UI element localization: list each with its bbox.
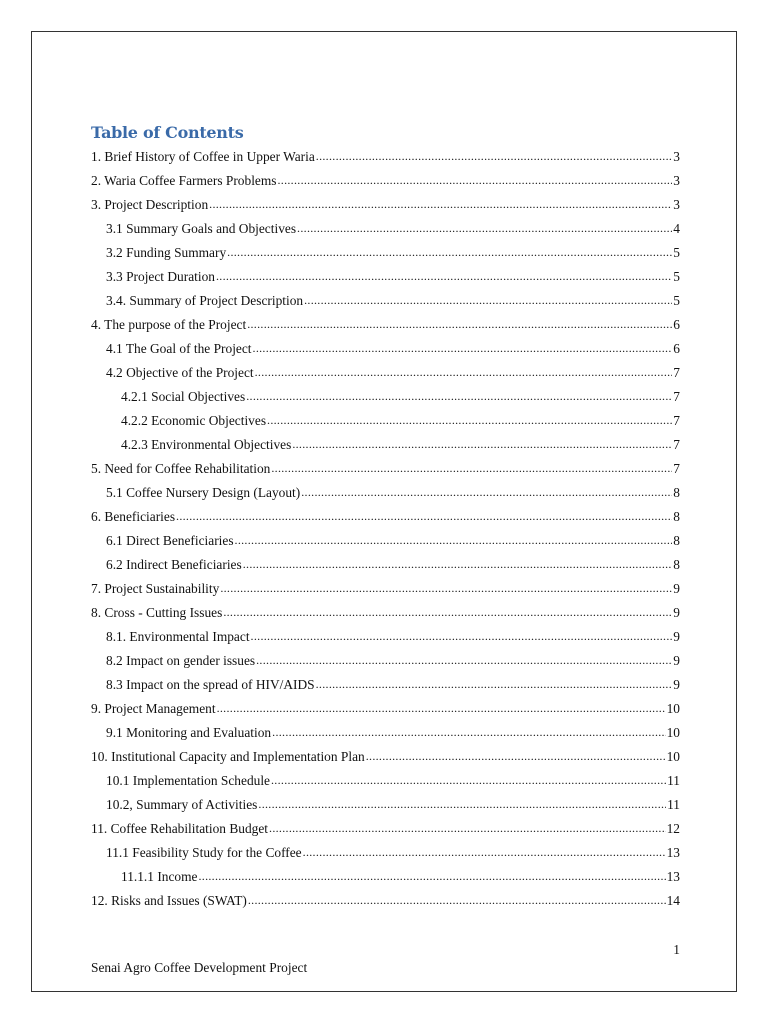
toc-entry-page: 9: [673, 677, 680, 692]
toc-entry-page: 5: [673, 293, 680, 308]
toc-entry[interactable]: [91, 601, 680, 625]
toc-entry-text: 6. Beneficiaries: [91, 509, 176, 524]
page-number: 1: [673, 942, 680, 957]
toc-entry[interactable]: [91, 193, 680, 217]
toc-entry-text: 2. Waria Coffee Farmers Problems: [91, 173, 277, 188]
toc-dot-leader: [258, 792, 666, 816]
toc-entry[interactable]: [91, 841, 680, 865]
toc-entry[interactable]: [91, 385, 680, 409]
toc-entry-page: 13: [666, 869, 680, 884]
toc-entry-page: 7: [673, 413, 680, 428]
toc-entry-text: 6.2 Indirect Beneficiaries: [106, 557, 242, 572]
toc-entry-page: 10: [666, 701, 680, 716]
toc-entry[interactable]: [91, 817, 680, 841]
toc-title: Table of Contents: [91, 123, 244, 142]
toc-entry-text: 8.2 Impact on gender issues: [106, 653, 256, 668]
toc-entry-page: 7: [673, 461, 680, 476]
toc-entry[interactable]: [91, 553, 680, 577]
toc-entry[interactable]: [91, 337, 680, 361]
toc-dot-leader: [301, 480, 672, 504]
toc-entry-text: 4.1 The Goal of the Project: [106, 341, 252, 356]
toc-dot-leader: [220, 576, 672, 600]
toc-entry-page: 8: [673, 533, 680, 548]
toc-entry-page: 9: [673, 605, 680, 620]
toc-entry-text: 12. Risks and Issues (SWAT): [91, 893, 247, 908]
toc-entry[interactable]: [91, 505, 680, 529]
toc-entry[interactable]: [91, 793, 680, 817]
toc-entry[interactable]: [91, 145, 680, 169]
toc-entry-text: 8.1. Environmental Impact: [106, 629, 250, 644]
toc-entry-text: 11.1 Feasibility Study for the Coffee: [106, 845, 302, 860]
toc-entry-page: 8: [673, 485, 680, 500]
toc-dot-leader: [255, 360, 673, 384]
toc-entry-text: 11. Coffee Rehabilitation Budget: [91, 821, 269, 836]
toc-entry-page: 13: [666, 845, 680, 860]
toc-entry-text: 4.2.2 Economic Objectives: [121, 413, 267, 428]
toc-entry[interactable]: [91, 361, 680, 385]
toc-entry-page: 3: [673, 173, 680, 188]
toc-entry-text: 9. Project Management: [91, 701, 216, 716]
toc-entry-page: 3: [673, 197, 680, 212]
toc-dot-leader: [247, 312, 672, 336]
toc-entry-text: 4. The purpose of the Project: [91, 317, 247, 332]
toc-entry-page: 11: [667, 773, 680, 788]
toc-entry[interactable]: [91, 649, 680, 673]
toc-entry-page: 14: [666, 893, 680, 908]
toc-entry-page: 4: [673, 221, 680, 236]
toc-entry[interactable]: [91, 577, 680, 601]
toc-entry[interactable]: [91, 265, 680, 289]
toc-entry[interactable]: [91, 289, 680, 313]
toc-entry-page: 10: [666, 749, 680, 764]
toc-dot-leader: [223, 600, 672, 624]
toc-dot-leader: [243, 552, 673, 576]
toc-entry-page: 9: [673, 629, 680, 644]
toc-dot-leader: [176, 504, 672, 528]
toc-dot-leader: [297, 216, 672, 240]
toc-entry[interactable]: [91, 217, 680, 241]
toc-entry-text: 3.1 Summary Goals and Objectives: [106, 221, 297, 236]
toc-entry-text: 3. Project Description: [91, 197, 209, 212]
toc-entry-page: 7: [673, 365, 680, 380]
toc-entry-text: 10. Institutional Capacity and Implementation Plan: [91, 749, 365, 764]
toc-dot-leader: [366, 744, 666, 768]
toc-dot-leader: [256, 648, 672, 672]
toc-entry-page: 7: [673, 389, 680, 404]
toc-dot-leader: [227, 240, 672, 264]
toc-dot-leader: [216, 264, 672, 288]
toc-entry-page: 5: [673, 245, 680, 260]
toc-dot-leader: [316, 672, 673, 696]
toc-entry[interactable]: [91, 433, 680, 457]
toc-entry-page: 10: [666, 725, 680, 740]
toc-entry-page: 7: [673, 437, 680, 452]
toc-dot-leader: [272, 720, 665, 744]
toc-entry[interactable]: [91, 529, 680, 553]
toc-dot-leader: [271, 456, 672, 480]
toc-entry-page: 3: [673, 149, 680, 164]
toc-dot-leader: [217, 696, 666, 720]
toc-dot-leader: [251, 624, 673, 648]
toc-dot-leader: [248, 888, 666, 912]
toc-entry-text: 3.2 Funding Summary: [106, 245, 227, 260]
toc-entry-text: 8.3 Impact on the spread of HIV/AIDS: [106, 677, 315, 692]
toc-entry[interactable]: [91, 673, 680, 697]
toc-entry-text: 4.2 Objective of the Project: [106, 365, 254, 380]
toc-entry-text: 8. Cross - Cutting Issues: [91, 605, 223, 620]
toc-entry[interactable]: [91, 313, 680, 337]
toc-entry[interactable]: [91, 889, 680, 913]
footer-text: Senai Agro Coffee Development Project: [91, 960, 308, 975]
toc-entry-page: 6: [673, 317, 680, 332]
toc-entry-page: 6: [673, 341, 680, 356]
toc-entry[interactable]: [91, 481, 680, 505]
toc-entry-page: 5: [673, 269, 680, 284]
toc-entry[interactable]: [91, 865, 680, 889]
toc-entry-text: 4.2.1 Social Objectives: [121, 389, 246, 404]
toc-dot-leader: [304, 288, 672, 312]
toc-entry[interactable]: [91, 409, 680, 433]
toc-entry-page: 8: [673, 509, 680, 524]
toc-dot-leader: [267, 408, 672, 432]
toc-dot-leader: [292, 432, 672, 456]
toc-entry[interactable]: [91, 241, 680, 265]
toc-entry[interactable]: [91, 745, 680, 769]
toc-entry[interactable]: [91, 697, 680, 721]
toc-entry-text: 10.2, Summary of Activities: [106, 797, 258, 812]
toc-dot-leader: [246, 384, 672, 408]
toc-dot-leader: [235, 528, 673, 552]
toc-entry-text: 6.1 Direct Beneficiaries: [106, 533, 234, 548]
toc-entry-text: 1. Brief History of Coffee in Upper Waria: [91, 149, 315, 164]
toc-dot-leader: [269, 816, 666, 840]
toc-entry[interactable]: [91, 457, 680, 481]
toc-dot-leader: [277, 168, 672, 192]
toc-entry[interactable]: [91, 169, 680, 193]
toc-entry-text: 11.1.1 Income: [121, 869, 198, 884]
toc-entry-text: 7. Project Sustainability: [91, 581, 220, 596]
toc-dot-leader: [303, 840, 666, 864]
toc-entry-page: 11: [667, 797, 680, 812]
toc-entry[interactable]: [91, 769, 680, 793]
toc-entry-text: 4.2.3 Environmental Objectives: [121, 437, 292, 452]
toc-entry-text: 3.4. Summary of Project Description: [106, 293, 304, 308]
toc-dot-leader: [198, 864, 665, 888]
toc-entry-text: 10.1 Implementation Schedule: [106, 773, 270, 788]
toc-entry-page: 9: [673, 653, 680, 668]
toc-entry-page: 9: [673, 581, 680, 596]
toc-dot-leader: [209, 192, 672, 216]
toc-entry-page: 8: [673, 557, 680, 572]
toc-entry-text: 5. Need for Coffee Rehabilitation: [91, 461, 271, 476]
toc-entry-text: 5.1 Coffee Nursery Design (Layout): [106, 485, 301, 500]
toc-dot-leader: [253, 336, 673, 360]
toc-entry-text: 9.1 Monitoring and Evaluation: [106, 725, 272, 740]
toc-entry-page: 12: [666, 821, 680, 836]
toc-entry[interactable]: [91, 625, 680, 649]
toc-dot-leader: [271, 768, 666, 792]
toc-dot-leader: [316, 144, 673, 168]
toc-entry[interactable]: [91, 721, 680, 745]
toc-entry-text: 3.3 Project Duration: [106, 269, 215, 284]
table-of-contents: [91, 145, 680, 913]
